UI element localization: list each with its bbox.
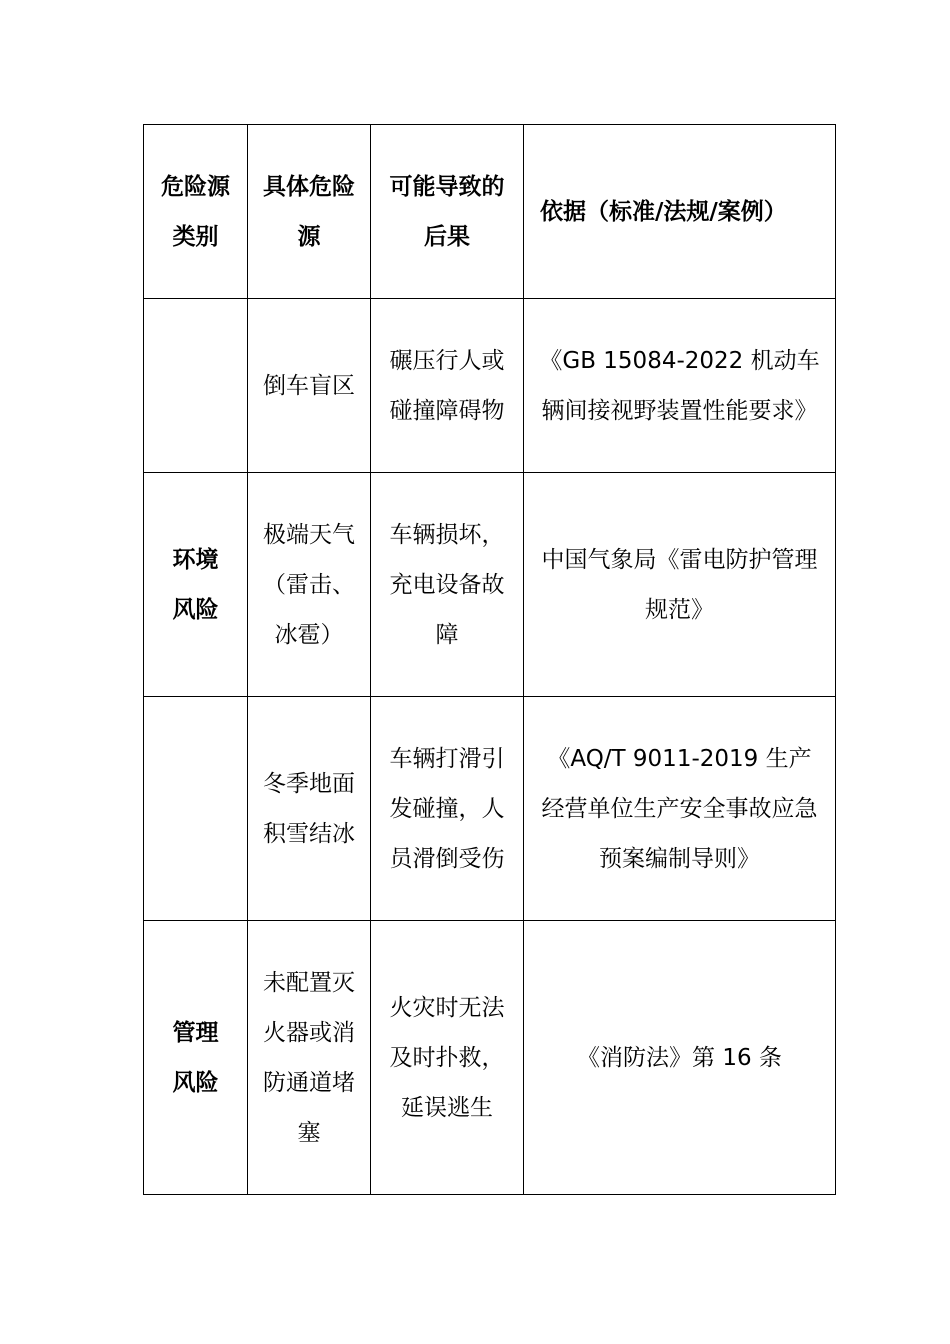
row-basis: 《AQ/T 9011-2019 生产经营单位生产安全事故应急预案编制导则》 (524, 697, 836, 921)
row-hazard: 未配置灭火器或消防通道堵塞 (248, 921, 371, 1195)
row-category (144, 299, 248, 473)
table-row (144, 921, 836, 1195)
row-basis: 中国气象局《雷电防护管理规范》 (524, 473, 836, 697)
table-row (144, 299, 836, 473)
row-hazard: 冬季地面积雪结冰 (248, 697, 371, 921)
row-hazard: 极端天气（雷击、冰雹） (248, 473, 371, 697)
header-consequence: 可能导致的后果 (371, 125, 524, 299)
hazard-risk-table (143, 124, 836, 1195)
row-category: 环境风险 (144, 473, 248, 697)
row-basis: 《消防法》第 16 条 (524, 921, 836, 1195)
header-category: 危险源类别 (144, 125, 248, 299)
table-row (144, 697, 836, 921)
row-consequence: 车辆打滑引发碰撞，人员滑倒受伤 (371, 697, 524, 921)
header-hazard: 具体危险源 (248, 125, 371, 299)
row-hazard: 倒车盲区 (248, 299, 371, 473)
table-header-row (144, 125, 836, 299)
row-consequence: 车辆损坏，充电设备故障 (371, 473, 524, 697)
table-row (144, 473, 836, 697)
header-basis: 依据（标准/法规/案例） (524, 125, 836, 299)
row-consequence: 碾压行人或碰撞障碍物 (371, 299, 524, 473)
row-category: 管理风险 (144, 921, 248, 1195)
row-basis: 《GB 15084-2022 机动车辆间接视野装置性能要求》 (524, 299, 836, 473)
row-category (144, 697, 248, 921)
row-consequence: 火灾时无法及时扑救，延误逃生 (371, 921, 524, 1195)
